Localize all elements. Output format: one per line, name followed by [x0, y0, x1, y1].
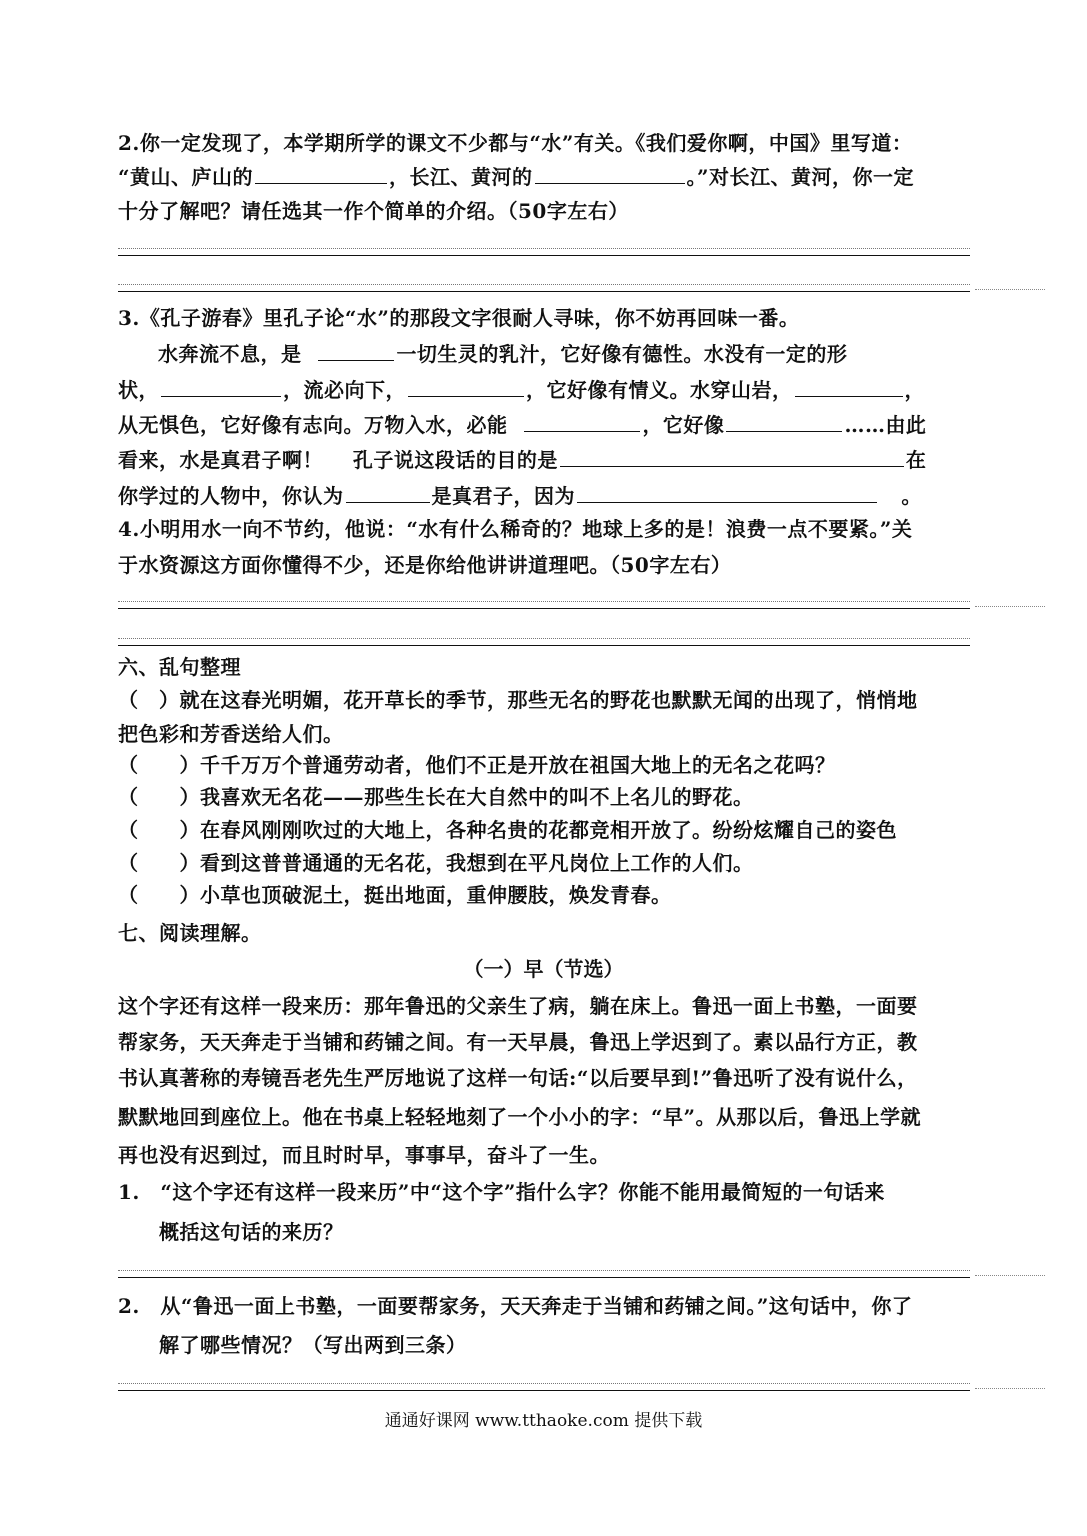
q3-line-6 [118, 480, 970, 511]
sentence-item-4: （ ）在春风刚刚吹过的大地上，各种名贵的花都竞相开放了。纷纷炫耀自己的姿色 [118, 818, 897, 842]
answer-line[interactable] [118, 255, 970, 256]
reading-q2-line-2: 解了哪些情况？（写出两到三条） [118, 1333, 467, 1357]
q3-text: ，流必向下， [283, 378, 406, 402]
answer-blank[interactable] [524, 409, 640, 432]
reading-q2-line-1: 2. 从“鲁迅一面上书塾，一面要帮家务，天天奔走于当铺和药铺之间。”这句话中，你了 [118, 1294, 913, 1318]
passage-title: （一）早（节选） [463, 957, 624, 981]
q2-line-2 [118, 161, 970, 192]
q3-text: 你学过的人物中，你认为 [118, 484, 344, 508]
q3-text: 孔子说这段话的目的是 [352, 448, 558, 472]
answer-line[interactable] [118, 608, 970, 609]
sentence-item-6: （ ）小草也顶破泥土，挺出地面，重伸腰肢，焕发青春。 [118, 883, 672, 907]
q4-line-2: 于水资源这方面你懂得不少，还是你给他讲讲道理吧。（50字左右） [118, 553, 732, 577]
section-6-heading: 六、乱句整理 [118, 655, 241, 679]
q3-text: ， [904, 378, 925, 402]
passage-line-1: 这个字还有这样一段来历：那年鲁迅的父亲生了病，躺在床上。鲁迅一面上书塾，一面要 [118, 994, 918, 1018]
q3-text: 看来，水是真君子啊！ [118, 448, 323, 472]
answer-line[interactable] [118, 291, 970, 292]
sentence-item-5: （ ）看到这普普通通的无名花，我想到在平凡岗位上工作的人们。 [118, 851, 754, 875]
q3-text: 从无惧色，它好像有志向。万物入水，必能 [118, 413, 508, 437]
q3-text: 是真君子，因为 [431, 484, 575, 508]
dotted-mark [975, 289, 1045, 290]
answer-blank[interactable] [560, 444, 904, 467]
sentence-item-1-cont: 把色彩和芳香送给人们。 [118, 722, 344, 746]
answer-blank[interactable] [577, 480, 877, 503]
q3-text: ，它好像 [642, 413, 725, 437]
q3-text: 在 [905, 448, 927, 472]
dotted-mark [975, 1275, 1045, 1276]
passage-line-5: 再也没有迟到过，而且时时早，事事早，奋斗了一生。 [118, 1143, 610, 1167]
sentence-item-1: （ ）就在这春光明媚，花开草长的季节，那些无名的野花也默默无闻的出现了，悄悄地 [118, 688, 918, 712]
q3-text: 一切生灵的乳汁，它好像有德性。水没有一定的形 [396, 342, 848, 366]
dotted-mark [975, 606, 1045, 607]
q3-text: 。 [901, 484, 922, 508]
reading-q1-line-2: 概括这句话的来历？ [118, 1220, 344, 1244]
passage-line-2: 帮家务，天天奔走于当铺和药铺之间。有一天早晨，鲁迅上学迟到了。素以品行方正，教 [118, 1030, 918, 1054]
q2-text: “黄山、庐山的 [118, 165, 254, 189]
q3-line-1: 3.《孔子游春》里孔子论“水”的那段文字很耐人寻味，你不妨再回味一番。 [118, 306, 800, 330]
q3-text: 水奔流不息，是 [158, 342, 302, 366]
q2-line-3: 十分了解吧？请任选其一作个简单的介绍。（50字左右） [118, 199, 629, 223]
passage-line-3: 书认真著称的寿镜吾老先生严厉地说了这样一句话:“以后要早到!”鲁迅听了没有说什么， [118, 1066, 918, 1090]
answer-blank[interactable] [318, 338, 394, 361]
answer-blank[interactable] [161, 374, 281, 397]
reading-q1-line-1: 1. “这个字还有这样一段来历”中“这个字”指什么字？你能不能用最简短的一句话来 [118, 1180, 885, 1204]
q3-line-5 [118, 444, 970, 475]
q3-line-2 [158, 338, 1010, 369]
q2-text: 。”对长江、黄河，你一定 [686, 165, 915, 189]
answer-blank[interactable] [726, 409, 842, 432]
answer-line[interactable] [118, 1390, 970, 1391]
answer-blank[interactable] [255, 161, 387, 184]
answer-blank[interactable] [795, 374, 903, 397]
section-7-heading: 七、阅读理解。 [118, 921, 262, 945]
page-footer: 通通好课网 www.tthaoke.com 提供下载 [384, 1411, 703, 1431]
sentence-item-3: （ ）我喜欢无名花——那些生长在大自然中的叫不上名儿的野花。 [118, 785, 754, 809]
q2-text: ，长江、黄河的 [389, 165, 533, 189]
q3-text: ……由此 [844, 413, 927, 437]
answer-blank[interactable] [408, 374, 524, 397]
q2-line-1: 2.你一定发现了，本学期所学的课文不少都与“水”有关。《我们爱你啊，中国》里写道： [118, 131, 913, 155]
q3-text: 状， [118, 378, 159, 402]
dotted-mark [975, 1388, 1045, 1389]
answer-line[interactable] [118, 645, 970, 646]
passage-line-4: 默默地回到座位上。他在书桌上轻轻地刻了一个小小的字：“早”。从那以后，鲁迅上学就 [118, 1105, 922, 1129]
sentence-item-2: （ ）千千万万个普通劳动者，他们不正是开放在祖国大地上的无名之花吗？ [118, 753, 836, 777]
answer-line[interactable] [118, 1277, 970, 1278]
q3-text: ，它好像有情义。水穿山岩， [526, 378, 793, 402]
q3-line-4 [118, 409, 970, 440]
answer-blank[interactable] [346, 480, 430, 503]
q4-line-1: 4.小明用水一向不节约，他说：“水有什么稀奇的？地球上多的是！浪费一点不要紧。”关 [118, 517, 913, 541]
q3-line-3 [118, 374, 970, 405]
answer-blank[interactable] [535, 161, 685, 184]
